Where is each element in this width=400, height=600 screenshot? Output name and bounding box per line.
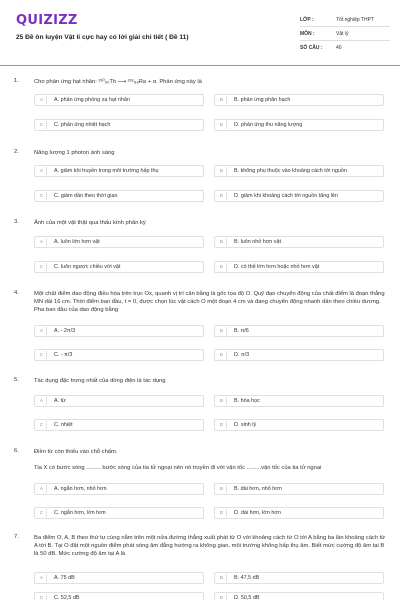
option-letter: C	[37, 351, 47, 359]
option-letter: A	[37, 96, 47, 104]
option-b[interactable]	[214, 483, 384, 495]
meta-row-subject	[300, 27, 390, 41]
option-text: A. phản ứng phóng xạ hạt nhân	[54, 97, 130, 103]
option-text: D. dài hơn, lớn hơn	[234, 510, 281, 516]
option-text: A. giảm khi truyền trong môi trường hấp thụ	[54, 168, 159, 174]
option-letter: B	[217, 485, 227, 493]
option-text: C. - π/3	[54, 352, 73, 358]
option-letter: B	[217, 167, 227, 175]
meta-table	[300, 13, 390, 55]
option-text: D. phản ứng thu năng lượng	[234, 122, 303, 128]
question-text: Một chất điểm dao động điều hòa trên trục Ox, quanh vị trí cân bằng là gốc tọa độ O. Quỹ đạo chuyển động của chất điểm là đoạn thẳng MN dài 16 cm. Thời điểm ban đầu, t = 0, được chọn lúc vật cách O một đoạn 4 cm và đang chuyển động nhanh dần theo chiều dương. Pha ban đầu của dao động bằng	[34, 291, 385, 313]
option-letter: B	[217, 397, 227, 405]
document-header	[0, 0, 400, 66]
option-b[interactable]	[214, 165, 384, 177]
option-b[interactable]	[214, 94, 384, 106]
option-a[interactable]	[34, 94, 204, 106]
question-text: Tác dụng đặc trưng nhất của dòng điện là tác dụng	[34, 378, 166, 384]
option-letter: C	[37, 421, 47, 429]
option-text: D. 50,5 dB	[234, 595, 260, 600]
question-number: 2.	[14, 149, 19, 155]
question-3	[14, 219, 386, 279]
option-letter: C	[37, 263, 47, 271]
option-text: D. giảm khi khoảng cách tới nguồn tăng lên	[234, 193, 338, 199]
option-b[interactable]	[214, 236, 384, 248]
option-text: B. 47,5 dB	[234, 575, 260, 581]
question-number: 6.	[14, 448, 19, 454]
nuclear-formula: ²³⁰₉₀Th ⟶ ²²⁶₈₈Ra + α	[98, 79, 157, 85]
option-text: C. luôn ngược chiều với vật	[54, 264, 121, 270]
option-b[interactable]	[214, 395, 384, 407]
quizizz-logo: QUIZIZZ	[16, 13, 78, 28]
meta-value: Tốt nghiệp THPT	[336, 16, 374, 23]
option-letter: A	[37, 397, 47, 405]
option-letter: D	[217, 509, 227, 517]
option-letter: B	[217, 574, 227, 582]
option-letter: C	[37, 121, 47, 129]
option-c[interactable]	[34, 119, 204, 131]
option-d[interactable]	[214, 119, 384, 131]
option-text: A. luôn lớn hơn vật	[54, 239, 100, 245]
option-letter: D	[217, 421, 227, 429]
option-letter: A	[37, 327, 47, 335]
option-a[interactable]	[34, 395, 204, 407]
option-text: B. π/6	[234, 328, 249, 334]
option-text: A. - 2π/3	[54, 328, 76, 334]
option-letter: D	[217, 351, 227, 359]
question-number: 4.	[14, 290, 19, 296]
meta-label: LỚP :	[300, 16, 314, 23]
option-letter: B	[217, 96, 227, 104]
option-letter: A	[37, 574, 47, 582]
option-letter: D	[217, 192, 227, 200]
option-text: A. 75 dB	[54, 575, 75, 581]
option-letter: B	[217, 238, 227, 246]
option-d[interactable]	[214, 349, 384, 361]
question-number: 3.	[14, 219, 19, 225]
option-c[interactable]	[34, 419, 204, 431]
question-7	[14, 534, 386, 600]
option-c[interactable]	[34, 592, 204, 600]
option-text: A. từ	[54, 398, 66, 404]
question-text	[34, 78, 386, 86]
option-text: B. phản ứng phân hạch	[234, 97, 291, 103]
option-letter: A	[37, 485, 47, 493]
option-c[interactable]	[34, 261, 204, 273]
option-b[interactable]	[214, 572, 384, 584]
option-c[interactable]	[34, 349, 204, 361]
question-text: Điền từ còn thiếu vào chỗ chấm.	[34, 449, 118, 455]
meta-label: MÔN :	[300, 30, 315, 37]
question-5	[14, 377, 386, 437]
option-text: A. ngắn hơn, nhỏ hơn	[54, 486, 107, 492]
option-letter: D	[217, 121, 227, 129]
option-letter: A	[37, 238, 47, 246]
option-c[interactable]	[34, 507, 204, 519]
question-text: Năng lượng 1 photon ánh sáng	[34, 150, 115, 156]
option-letter: C	[37, 509, 47, 517]
option-text: C. phản ứng nhiệt hạch	[54, 122, 111, 128]
option-letter: A	[37, 167, 47, 175]
document-title: 25 Đề ôn luyện Vật lí cực hay có lời giải chi tiết ( Đề 11)	[16, 34, 189, 41]
option-a[interactable]	[34, 236, 204, 248]
option-a[interactable]	[34, 165, 204, 177]
option-a[interactable]	[34, 325, 204, 337]
option-d[interactable]	[214, 507, 384, 519]
option-text: D. π/3	[234, 352, 250, 358]
option-text: B. dài hơn, nhỏ hơn	[234, 486, 282, 492]
option-a[interactable]	[34, 483, 204, 495]
option-text: C. nhiệt	[54, 422, 73, 428]
option-letter: D	[217, 263, 227, 271]
option-text: D. có thể lớn hơn hoặc nhỏ hơn vật	[234, 264, 320, 270]
question-6	[14, 448, 386, 524]
option-text: B. luôn nhỏ hơn vật	[234, 239, 281, 245]
meta-value: 40	[336, 45, 342, 51]
option-text: C. ngắn hơn, lớn hơn	[54, 510, 106, 516]
meta-row-count	[300, 41, 390, 55]
question-number: 5.	[14, 377, 19, 383]
option-d[interactable]	[214, 592, 384, 600]
option-text: B. hóa học	[234, 398, 260, 404]
option-text: B. không phụ thuộc vào khoảng cách tới nguồn	[234, 168, 347, 174]
option-d[interactable]	[214, 419, 384, 431]
question-text-post: . Phản ứng này là	[156, 79, 202, 85]
option-letter: C	[37, 594, 47, 600]
question-text: Ba điểm O, A, B theo thứ tự cùng nằm trên một nửa đường thẳng xuất phát từ O với khoảng cách từ O tới A bằng ba lần khoảng cách từ A tới B. Tại O đặt một nguồn điểm phát sóng âm đẳng hướng ra không gian, môi trường không hấp thụ âm. Biết mức cường độ âm tại B là 50 dB. Mức cường độ âm tại A là	[34, 535, 386, 557]
option-letter: C	[37, 192, 47, 200]
question-1	[14, 78, 386, 138]
option-text: C. 52,5 dB	[54, 595, 80, 600]
question-number: 7.	[14, 534, 19, 540]
option-letter: D	[217, 594, 227, 600]
option-text: C. giảm dần theo thời gian	[54, 193, 118, 199]
option-text: D. sinh lý	[234, 422, 257, 428]
meta-label: SỐ CÂU :	[300, 45, 323, 51]
question-subtext: Tia X có bước sóng ......... bước sóng của tia tử ngoại nên nó truyền đi với vận tốc .........vận tốc của tia tử ngoại	[34, 465, 322, 471]
option-d[interactable]	[214, 261, 384, 273]
option-letter: B	[217, 327, 227, 335]
meta-value: Vật lý	[336, 30, 349, 37]
question-number: 1.	[14, 78, 19, 84]
question-2	[14, 149, 386, 209]
option-b[interactable]	[214, 325, 384, 337]
question-text: Ảnh của một vật thật qua thấu kính phân kỳ	[34, 220, 146, 226]
option-d[interactable]	[214, 190, 384, 202]
option-a[interactable]	[34, 572, 204, 584]
option-c[interactable]	[34, 190, 204, 202]
meta-row-class	[300, 13, 390, 27]
question-text-pre: Cho phản ứng hạt nhân:	[34, 79, 99, 85]
question-4	[14, 290, 386, 365]
